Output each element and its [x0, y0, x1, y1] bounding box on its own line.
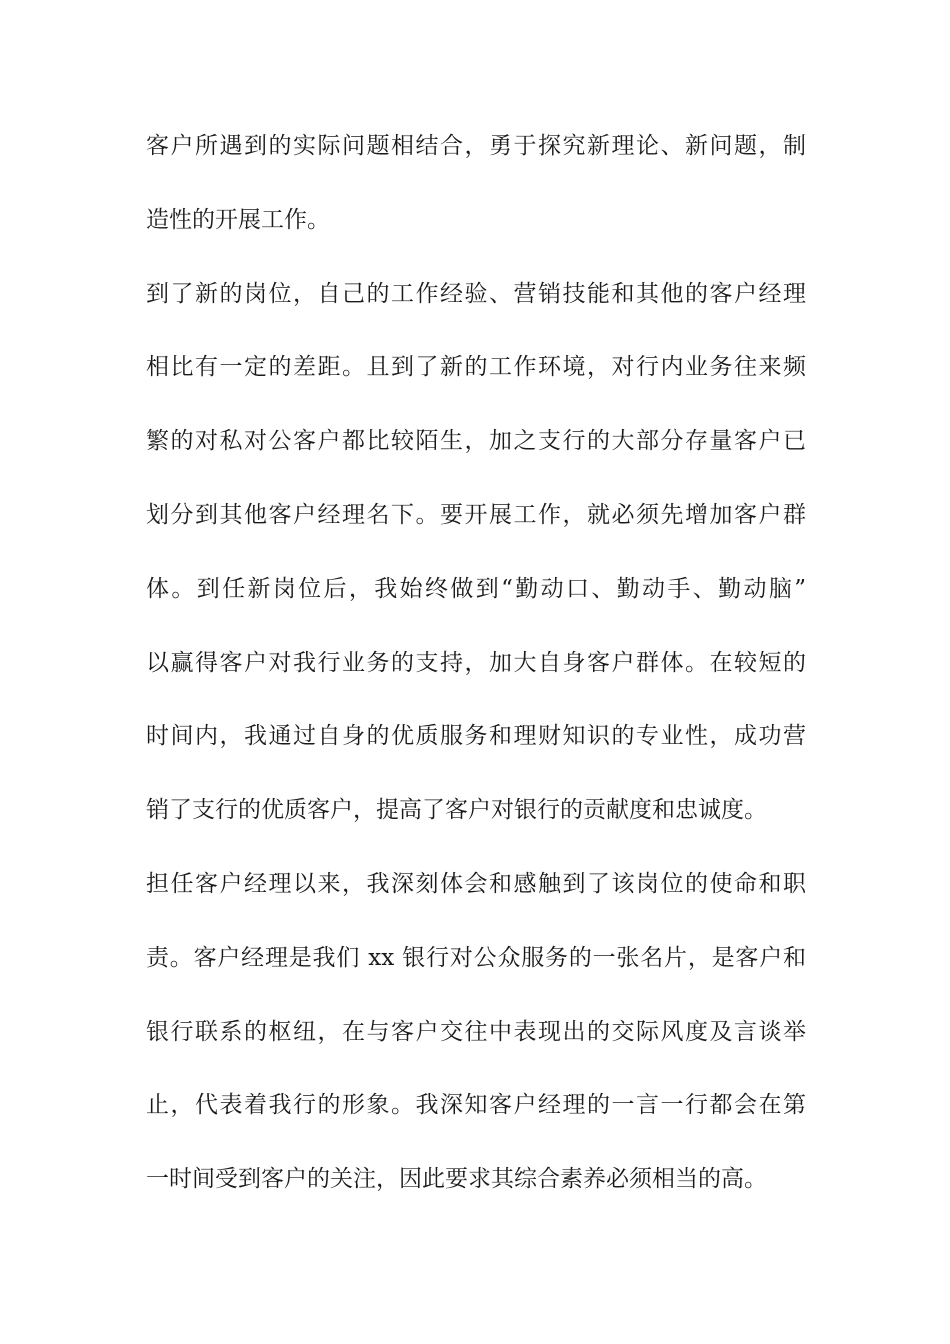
text-line: 划分到其他客户经理名下。要开展工作，就必须先增加客户群 [146, 501, 806, 528]
text-line: 以赢得客户对我行业务的支持，加大自身客户群体。在较短的 [146, 649, 806, 676]
text-line: 繁的对私对公客户都比较陌生，加之支行的大部分存量客户已 [146, 428, 806, 455]
text-line: 银行联系的枢纽，在与客户交往中表现出的交际风度及言谈举 [146, 1018, 806, 1045]
text-line: 止，代表着我行的形象。我深知客户经理的一言一行都会在第 [146, 1092, 806, 1119]
document-body [146, 128, 806, 1235]
text-line: 相比有一定的差距。且到了新的工作环境，对行内业务往来频 [146, 354, 806, 381]
text-line: 销了支行的优质客户，提高了客户对银行的贡献度和忠诚度。 [146, 797, 767, 824]
text-line: 时间内，我通过自身的优质服务和理财知识的专业性，成功营 [146, 723, 806, 750]
text-line: 体。到任新岗位后，我始终做到“勤动口、勤动手、勤动脑” [146, 575, 806, 602]
text-line: 担任客户经理以来，我深刻体会和感触到了该岗位的使命和职 [146, 870, 806, 897]
text-line: 责。客户经理是我们 xx 银行对公众服务的一张名片，是客户和 [146, 944, 806, 971]
text-line: 一时间受到客户的关注，因此要求其综合素养必须相当的高。 [146, 1166, 767, 1193]
text-line: 到了新的岗位，自己的工作经验、营销技能和其他的客户经理 [146, 280, 806, 307]
text-line: 客户所遇到的实际问题相结合，勇于探究新理论、新问题，制 [146, 133, 806, 159]
text-line: 造性的开展工作。 [146, 206, 330, 233]
